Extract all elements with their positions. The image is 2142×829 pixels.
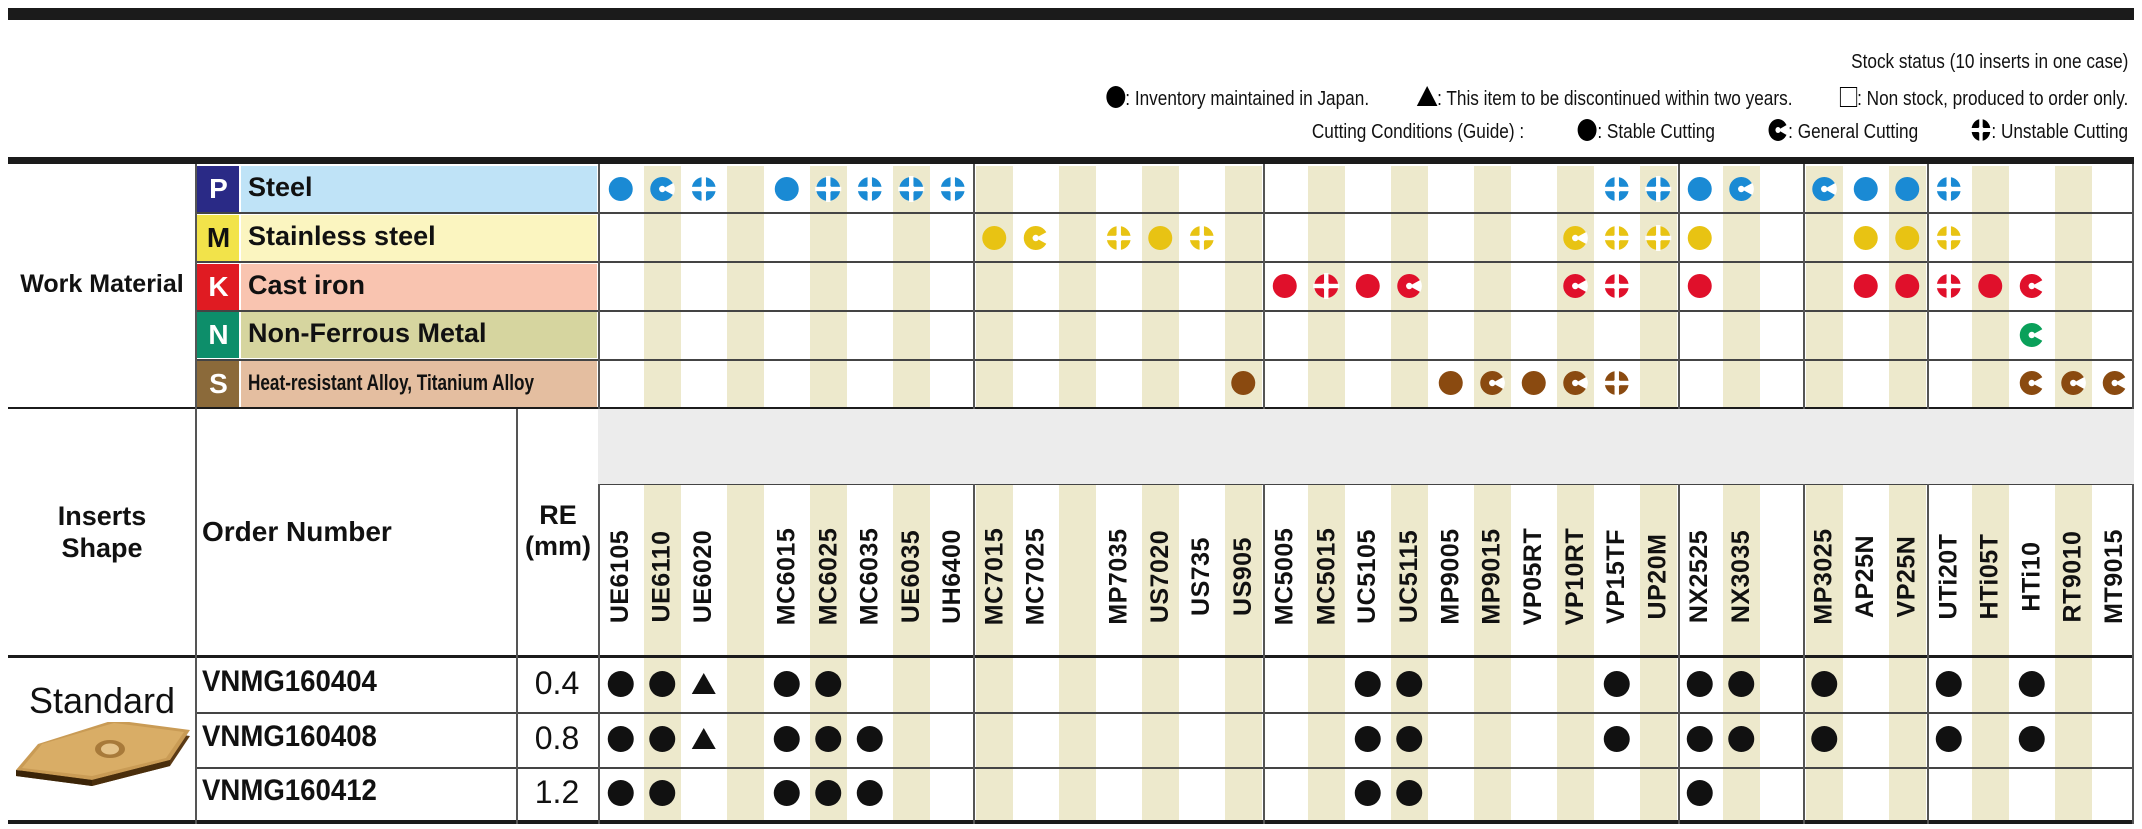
in-stock-icon <box>815 671 841 697</box>
grade-label: MC5005 <box>1270 527 1299 625</box>
general-cutting-icon <box>2020 371 2045 395</box>
re-0-8: 0.8 <box>534 720 580 756</box>
code-m: M <box>206 222 231 253</box>
unstable-cutting-icon <box>1313 273 1339 299</box>
general-cutting-icon <box>1729 177 1754 201</box>
general-cutting-icon <box>1397 274 1422 298</box>
grade-label: MC6015 <box>772 527 801 625</box>
in-stock-icon <box>1936 726 1962 752</box>
in-stock-icon <box>649 671 675 697</box>
stable-cutting-icon <box>609 177 633 201</box>
in-stock-icon <box>1728 726 1754 752</box>
grade-label: AP25N <box>1851 534 1880 618</box>
general-cutting-icon <box>1563 226 1588 250</box>
grade-label: VP05RT <box>1519 527 1548 625</box>
unstable-cutting-icon <box>1604 370 1630 396</box>
grade-label: UTi20T <box>1934 533 1963 619</box>
legend-unstable-text: : Unstable Cutting <box>1991 121 2128 143</box>
grade-label: UH6400 <box>938 528 967 624</box>
in-stock-icon <box>815 726 841 752</box>
unstable-cutting-icon <box>898 176 924 202</box>
in-stock-icon <box>1687 671 1713 697</box>
in-stock-icon <box>2019 726 2045 752</box>
grade-label: VP25N <box>1892 535 1921 617</box>
in-stock-icon <box>649 780 675 806</box>
grade-label: UE6035 <box>896 529 925 623</box>
stable-cutting-icon <box>1688 226 1712 250</box>
code-n: N <box>208 319 229 350</box>
grade-label: MC6025 <box>813 527 842 625</box>
in-stock-icon <box>1355 671 1381 697</box>
grade-label: NX2525 <box>1685 529 1714 623</box>
in-stock-icon <box>774 780 800 806</box>
order-vnmg160404: VNMG160404 <box>202 665 377 698</box>
in-stock-icon <box>1687 780 1713 806</box>
in-stock-icon <box>1728 671 1754 697</box>
grade-label: MP9015 <box>1477 527 1506 625</box>
order-number-heading: Order Number <box>202 516 392 547</box>
inserts-shape-line1: Inserts <box>57 501 147 531</box>
in-stock-icon <box>649 726 675 752</box>
general-cutting-icon <box>2103 371 2128 395</box>
in-stock-icon <box>1604 671 1630 697</box>
re-heading-line1: RE <box>539 500 577 530</box>
stable-cutting-icon <box>1273 274 1297 298</box>
unstable-cutting-icon <box>1604 225 1630 251</box>
general-cutting-icon <box>2020 274 2045 298</box>
discontinued-triangle-icon <box>692 673 716 694</box>
discontinued-triangle-icon <box>692 728 716 749</box>
general-cutting-icon <box>2061 371 2086 395</box>
material-cast-iron: Cast iron <box>248 270 366 300</box>
legend-stock-status: Stock status (10 inserts in one case) <box>1850 51 2128 73</box>
in-stock-icon <box>774 671 800 697</box>
stable-cutting-icon <box>1522 371 1546 395</box>
grade-label: MT9015 <box>2100 528 2129 624</box>
in-stock-icon <box>1811 671 1837 697</box>
in-stock-icon <box>1936 671 1962 697</box>
stable-cutting-icon <box>982 226 1006 250</box>
general-cutting-icon <box>1812 177 1837 201</box>
in-stock-icon <box>1396 780 1422 806</box>
general-cutting-icon <box>1024 226 1049 250</box>
work-material-heading: Work Material <box>20 270 184 298</box>
grade-label: HTi05T <box>1975 533 2004 619</box>
standard-label: Standard <box>28 680 176 721</box>
stable-cutting-icon <box>1978 274 2002 298</box>
in-stock-icon <box>1396 726 1422 752</box>
grade-label: MC6035 <box>855 527 884 625</box>
material-non-ferrous: Non-Ferrous Metal <box>248 318 487 348</box>
grade-label: UC5105 <box>1353 528 1382 624</box>
unstable-cutting-icon <box>1936 273 1962 299</box>
grade-label: MP3025 <box>1809 527 1838 625</box>
legend-inventory-text: : Inventory maintained in Japan. <box>1124 88 1369 110</box>
legend-nonstock-text: : Non stock, produced to order only. <box>1856 88 2128 110</box>
unstable-cutting-icon <box>1604 176 1630 202</box>
stable-cutting-icon <box>1439 371 1463 395</box>
grade-label: US905 <box>1228 536 1257 616</box>
order-vnmg160412: VNMG160412 <box>202 774 377 807</box>
grade-label: MC5015 <box>1311 527 1340 625</box>
stable-cutting-icon <box>1356 274 1380 298</box>
grade-label: UP20M <box>1643 533 1672 619</box>
in-stock-icon <box>857 780 883 806</box>
re-1-2: 1.2 <box>534 774 580 810</box>
in-stock-icon <box>857 726 883 752</box>
in-stock-icon <box>774 726 800 752</box>
re-heading-line2: (mm) <box>525 531 591 561</box>
material-stainless: Stainless steel <box>248 221 436 251</box>
legend-discontinued-text: : This item to be discontinued within two years. <box>1436 88 1793 110</box>
stable-cutting-icon <box>1854 177 1878 201</box>
in-stock-icon <box>2019 671 2045 697</box>
unstable-cutting-icon <box>857 176 883 202</box>
unstable-cutting-icon <box>1645 176 1671 202</box>
general-cutting-icon <box>1563 274 1588 298</box>
unstable-cutting-icon <box>940 176 966 202</box>
grade-label: RT9010 <box>2058 530 2087 622</box>
code-p: P <box>209 173 228 204</box>
stable-cutting-icon <box>1231 371 1255 395</box>
grade-label: NX3035 <box>1726 529 1755 623</box>
grade-label: VP15TF <box>1602 528 1631 624</box>
material-heat-resistant: Heat-resistant Alloy, Titanium Alloy <box>248 370 535 395</box>
in-stock-icon <box>1396 671 1422 697</box>
grade-label: UE6020 <box>689 529 718 623</box>
in-stock-icon <box>1604 726 1630 752</box>
general-cutting-icon <box>1480 371 1505 395</box>
stable-cutting-icon <box>1688 274 1712 298</box>
stable-cutting-icon <box>775 177 799 201</box>
grade-label: MP9005 <box>1436 527 1465 625</box>
legend-general-text: : General Cutting <box>1788 121 1919 143</box>
grade-label: MC7025 <box>1021 527 1050 625</box>
in-stock-icon <box>1811 726 1837 752</box>
in-stock-icon <box>1355 780 1381 806</box>
unstable-cutting-icon <box>815 176 841 202</box>
in-stock-icon <box>608 726 634 752</box>
grade-label: UC5115 <box>1394 529 1423 623</box>
unstable-cutting-icon <box>1936 176 1962 202</box>
stable-cutting-icon <box>1895 177 1919 201</box>
grade-label: UE6110 <box>647 530 676 622</box>
general-cutting-icon <box>650 177 675 201</box>
in-stock-icon <box>608 780 634 806</box>
code-s: S <box>209 368 228 399</box>
grade-label: VP10RT <box>1560 527 1589 625</box>
inserts-shape-line2: Shape <box>61 533 143 563</box>
material-steel: Steel <box>248 172 313 202</box>
unstable-cutting-icon <box>1604 273 1630 299</box>
stable-cutting-icon <box>1148 226 1172 250</box>
code-k: K <box>208 271 229 302</box>
re-0-4: 0.4 <box>534 665 580 701</box>
stable-cutting-icon <box>1895 274 1919 298</box>
category-band <box>598 409 2134 484</box>
stable-cutting-icon <box>1854 226 1878 250</box>
in-stock-icon <box>815 780 841 806</box>
grade-label: UE6105 <box>606 529 635 623</box>
in-stock-icon <box>1687 726 1713 752</box>
unstable-cutting-icon <box>1936 225 1962 251</box>
legend-cutting-guide-text: Cutting Conditions (Guide) : <box>1311 121 1525 143</box>
grade-label: HTi10 <box>2017 540 2046 612</box>
in-stock-icon <box>1355 726 1381 752</box>
unstable-cutting-icon <box>1189 225 1215 251</box>
stable-cutting-icon <box>1895 226 1919 250</box>
stable-cutting-icon <box>1688 177 1712 201</box>
legend-stable-text: : Stable Cutting <box>1597 121 1715 143</box>
general-cutting-icon <box>1563 371 1588 395</box>
unstable-cutting-icon <box>1106 225 1132 251</box>
in-stock-icon <box>608 671 634 697</box>
unstable-cutting-icon <box>1645 225 1671 251</box>
order-vnmg160408: VNMG160408 <box>202 720 377 753</box>
grade-label: MC7015 <box>979 527 1008 625</box>
general-cutting-icon <box>2020 323 2045 347</box>
grade-label: MP7035 <box>1104 527 1133 625</box>
grade-label: US7020 <box>1145 529 1174 623</box>
unstable-cutting-icon <box>691 176 717 202</box>
grade-label: US735 <box>1187 536 1216 616</box>
stable-cutting-icon <box>1854 274 1878 298</box>
